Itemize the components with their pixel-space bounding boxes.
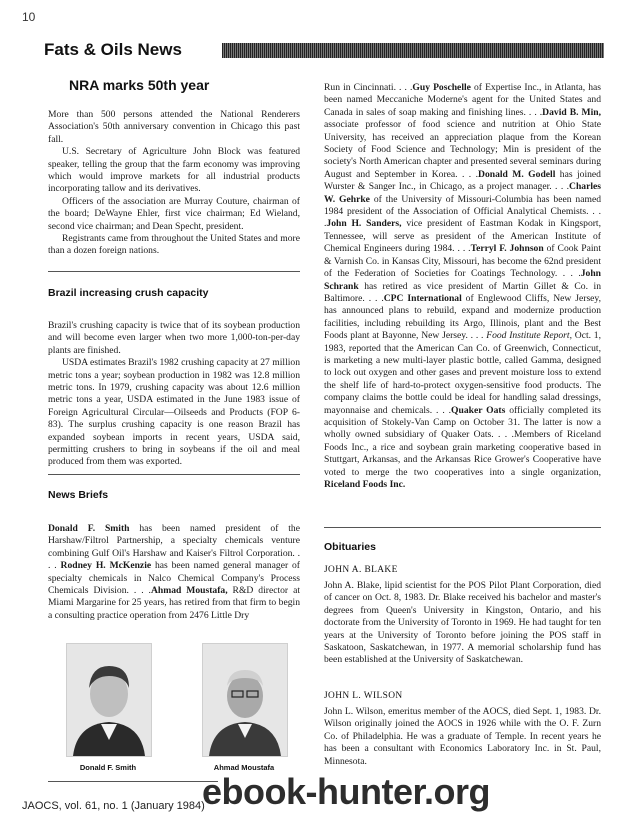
person-name: Rodney H. McKenzie <box>60 560 152 572</box>
company-name: Riceland Foods Inc. <box>324 479 406 490</box>
footer-citation: JAOCS, vol. 61, no. 1 (January 1984) <box>22 800 205 812</box>
article-nra-body <box>48 109 300 258</box>
divider <box>48 474 300 475</box>
watermark-text: ebook-hunter.org <box>202 771 490 812</box>
publication-name: Food Institute Report, <box>486 330 572 342</box>
paragraph: Donald F. Smith has been named president of the Harshaw/Filtrol Partnership, a specialty chemicals venture combining Gulf Oil's Harshaw and Kaiser's Filtrol Corporation. . . . Rodney H. McKenzie has been named general manager of specialty chemicals in Nalco Chemical Company's Process Chemicals Division. . . .Ahmad Moustafa, R&D director at Miami Margarine for 25 years, has retired from that firm to begin a consulting practice operation from 2476 Little Dry <box>48 523 301 621</box>
page-number: 10 <box>22 10 36 24</box>
article-title-brazil: Brazil increasing crush capacity <box>48 287 209 299</box>
person-name: Ahmad Moustafa, <box>150 585 228 597</box>
news-briefs-right-body <box>324 82 601 491</box>
company-name: Quaker Oats <box>451 404 506 416</box>
paragraph: U.S. Secretary of Agriculture John Block was featured speaker, telling the group that the farm economy was improving which would improve markets for all industrial products incorporating tallow and its derivatives. <box>48 146 300 195</box>
obituary-blake-body <box>324 580 601 667</box>
paragraph: Run in Cincinnati. . . .Guy Poschelle of Expertise Inc., in Atlanta, has been named Meccaniche Moderne's agent for the United States and Canada in sales of soap making and finishing lines. . . .David B. Min, associate professor of food science and nutrition at Ohio State University, has received an appreciation plaque from the Korean Society of Food Science and Technology; Min is president of the society's North American chapter and presented several seminars during August and September in Korea. . . .Donald M. Godell has joined Wurster & Sanger Inc., in Chicago, as a project manager. . . .Charles W. Gehrke of the University of Missouri-Columbia has been named 1984 president of the Association of Official Analytical Chemists. . . .John H. Sanders, vice president of Eastman Kodak in Kingsport, Tennessee, will serve as president of the American Institute of Chemical Engineers during 1984. . . .Terryl F. Johnson of Cook Paint & Varnish Co. in Kansas City, Missouri, has become the 62nd president of the Federation of Societies for Coatings Technology. . . .John Schrank has retired as vice president of Martin Gillet & Co. in Baltimore. . . .CPC International of Englewood Cliffs, New Jersey, has announced plans to rebuild, expand and modernize production facilities, including rebuilding its Argo, Illinois, plant and the Best Foods plant at Bayonne, New Jersey. . . . Food Institute Report, Oct. 1, 1983, reported that the American Can Co. of Greenwich, Connecticut, is marketing a new multi-layer plastic bottle, called Gamma, designed to lock out oxygen and other gases and prevent moisture loss to extend the shelf life of hard-to-protect oxygen-sensitive food products. The company claims the bottle could be ideal for handling salad dressings, mayonnaise and chemicals. . . .Quaker Oats officially completed its acquisition of Stokely-Van Camp on October 31. The latter is now a wholly owned subsidiary of Quaker Oats. . . .Members of Riceland Foods Inc., a rice and soybean grain marketing cooperative based in Stuttgart, Arkansas, and the Arkansas Rice Grower's Cooperative have voted to merge the two cooperatives into a single organization, Riceland Foods Inc. <box>324 82 602 490</box>
person-name: Guy Poschelle <box>412 82 471 93</box>
person-name: Donald M. Godell <box>478 168 556 180</box>
obituary-name: JOHN A. BLAKE <box>324 565 398 575</box>
person-name: Terryl F. Johnson <box>470 243 544 255</box>
obituaries-title: Obituaries <box>324 541 376 553</box>
paragraph: John A. Blake, lipid scientist for the POS Pilot Plant Corporation, died of cancer on Oct. 8, 1983. Dr. Blake received his bachelor and master's degrees from Queen's University in Kingston, Ontario, and his doctorate from the University of Toronto in 1969. He had taught for ten years at the University of Toronto before joining the POS staff in Saskatoon, Saskatchewan, in 1977. A memorial scholarship fund has been established at the University of Saskatchewan. <box>324 580 601 666</box>
portrait-image <box>67 644 151 756</box>
footer-rule <box>48 781 218 782</box>
paragraph: USDA estimates Brazil's 1982 crushing capacity at 27 million metric tons a year; soybean production in 1982 was 12.8 million metric tons. In 1979, crushing capacity was about 12.6 million metric tons a year, USDA estimated in the June 1983 issue of Foreign Agricultural Circular—Oilseeds and Products (FOP 6-83). The surplus crushing capacity is one reason Brazil has expanded soybean imports in recent years, USDA said, permitting crushers to bring in soybeans if the oil and meal produced from them was exported. <box>48 357 300 468</box>
section-title: Fats & Oils News <box>44 40 182 59</box>
news-briefs-left-body <box>48 523 300 622</box>
photo-caption: Ahmad Moustafa <box>213 763 275 772</box>
obituary-wilson-body <box>324 706 601 768</box>
portrait-image <box>203 644 287 756</box>
article-title-nra: NRA marks 50th year <box>69 77 210 93</box>
paragraph: Registrants came from throughout the United States and more than a dozen foreign nations. <box>48 233 300 257</box>
paragraph: John L. Wilson, emeritus member of the AOCS, died Sept. 1, 1983. Dr. Wilson originally joined the AOCS in 1926 while with the O. F. Zurn Co. of Philadelphia. He was a graduate of Temple. In recent years he has been a consultant with Economics Laboratory Inc. in St. Paul, Minnesota. <box>324 706 601 767</box>
person-name: John Schrank <box>324 268 601 292</box>
divider <box>48 271 300 272</box>
paragraph: Officers of the association are Murray Couture, chairman of the board; DeWayne Ehler, first vice chairman; Ed Wieland, second vice chairman; and Dean Specht, president. <box>48 195 300 232</box>
article-brazil-body <box>48 320 300 469</box>
person-name: John H. Sanders, <box>326 218 402 230</box>
obituary-name: JOHN L. WILSON <box>324 691 403 701</box>
photo-ahmad-moustafa <box>202 643 288 757</box>
paragraph: More than 500 persons attended the National Renderers Association's 50th anniversary convention in Chicago this past fall. <box>48 109 300 145</box>
person-name: David B. Min, <box>542 106 601 118</box>
company-name: CPC International <box>383 292 462 304</box>
section-header <box>44 40 604 62</box>
person-name: Charles W. Gehrke <box>324 181 601 205</box>
divider <box>324 527 601 528</box>
photo-caption: Donald F. Smith <box>79 763 137 772</box>
person-name: Donald F. Smith <box>48 523 130 534</box>
paragraph: Brazil's crushing capacity is twice that of its soybean production and will become even larger when two more 1,000-ton-per-day plants are finished. <box>48 320 300 356</box>
photo-donald-smith <box>66 643 152 757</box>
news-briefs-title: News Briefs <box>48 489 109 501</box>
section-header-bar <box>222 43 604 58</box>
